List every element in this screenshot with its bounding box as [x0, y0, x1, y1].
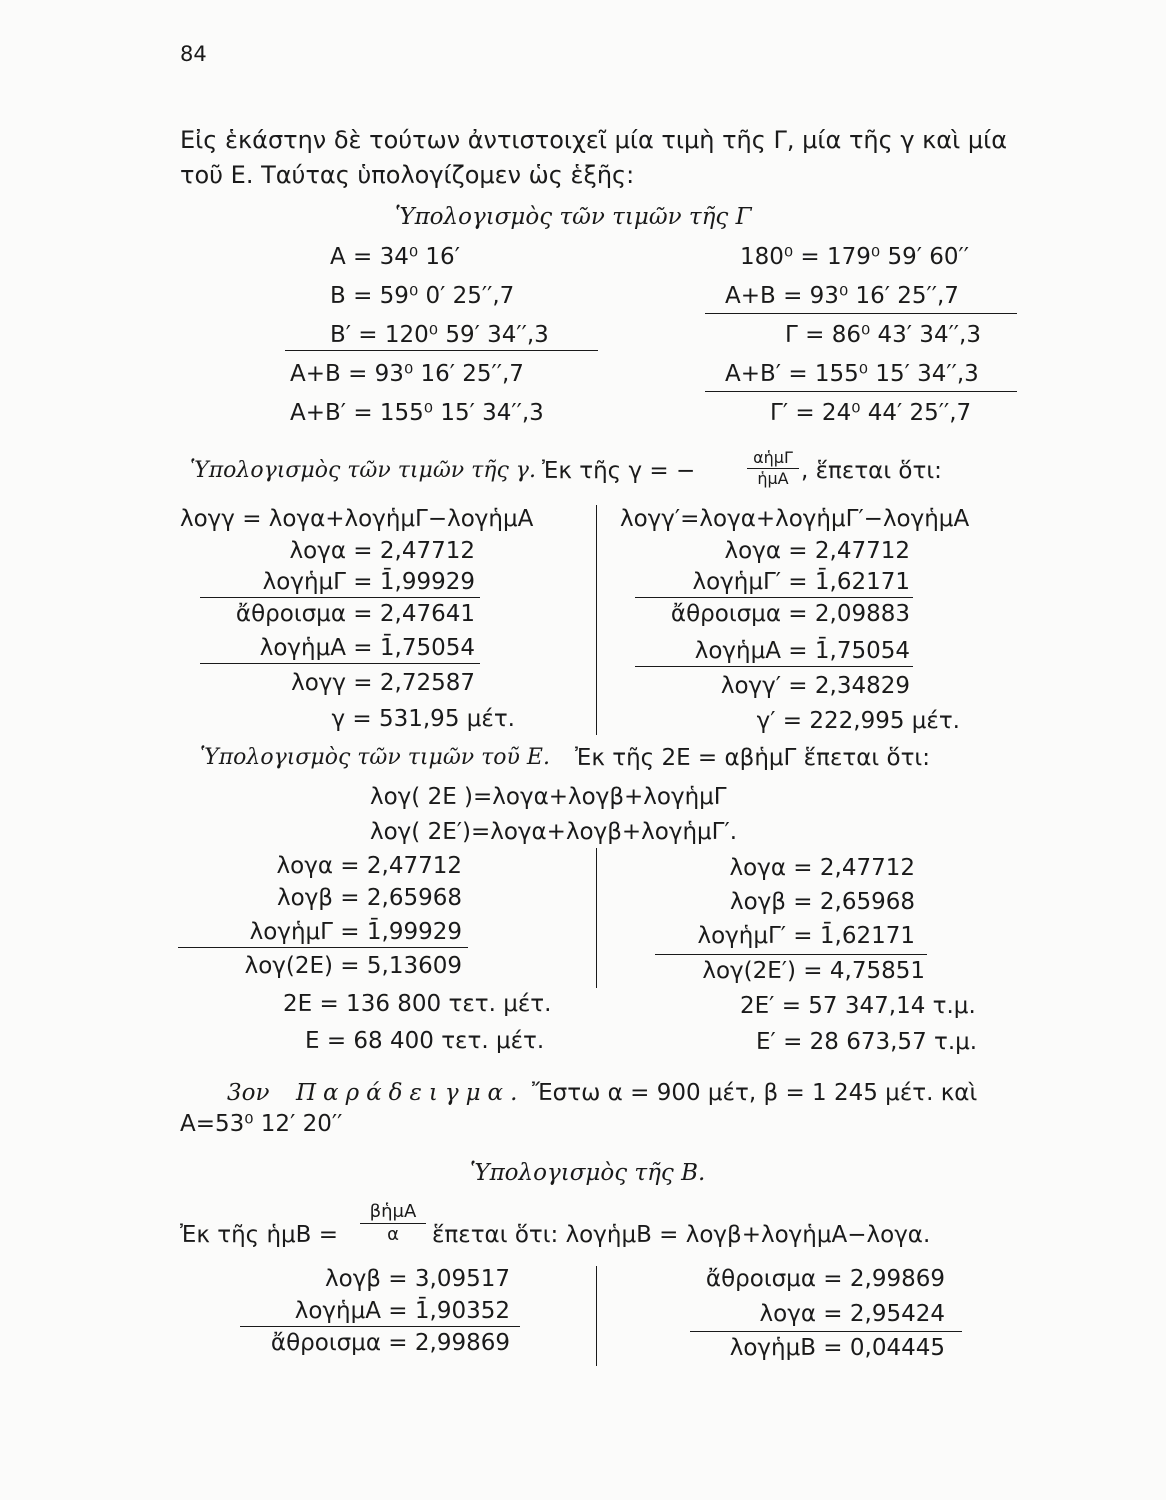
gamma-right-rule-2 [705, 391, 1017, 392]
B-left-row-1: λογβ = 3,09517 [325, 1266, 510, 1292]
gamma-left-row-1: Α = 34⁰ 16′ [330, 244, 460, 270]
gamma-right-row-4: Α+Β′ = 155⁰ 15′ 34′′,3 [725, 361, 979, 387]
E-divider [596, 848, 597, 988]
gamma-small-fraction [747, 450, 799, 487]
B-frac-den: α [387, 1224, 399, 1245]
B-fraction [360, 1203, 426, 1244]
gsmall-right-rule-1 [635, 597, 913, 598]
gsmall-left-row-5: λογἡμΑ = 1̄,75054 [259, 635, 475, 661]
B-left-row-2: λογἡμΑ = 1̄,90352 [294, 1298, 510, 1324]
B-right-row-1: ἄθροισμα = 2,99869 [705, 1266, 945, 1292]
E-left-rule [178, 947, 468, 948]
E-right-rule [655, 954, 927, 955]
example3-text: Ἔστω α = 900 μέτ, β = 1 245 μέτ. καὶ [532, 1080, 978, 1106]
gsmall-right-row-3: λογἡμΓ′ = 1̄,62171 [692, 569, 910, 595]
B-tail: ἕπεται ὅτι: λογἡμΒ = λογβ+λογἡμΑ−λογα. [432, 1222, 931, 1248]
gsmall-right-rule-2 [635, 666, 913, 667]
B-left-row-3: ἄθροισμα = 2,99869 [270, 1330, 510, 1356]
E-right-row-6: Ε′ = 28 673,57 τ.μ. [756, 1029, 978, 1055]
E-right-row-5: 2Ε′ = 57 347,14 τ.μ. [740, 993, 976, 1019]
gsmall-right-row-2: λογα = 2,47712 [724, 538, 910, 564]
gamma-left-row-2: Β = 59⁰ 0′ 25′′,7 [330, 283, 515, 309]
E-left-row-6: Ε = 68 400 τετ. μέτ. [305, 1028, 545, 1054]
gamma-small-tail: , ἕπεται ὅτι: [801, 458, 942, 484]
E-right-row-3: λογἡμΓ′ = 1̄,62171 [697, 923, 915, 949]
gsmall-left-row-4: ἄθροισμα = 2,47641 [235, 601, 475, 627]
gsmall-right-row-7: γ′ = 222,995 μέτ. [756, 708, 960, 734]
example3-label: 3ον [227, 1080, 270, 1106]
B-lead: Ἐκ τῆς ἡμΒ = [180, 1222, 339, 1248]
example3-line-2: Α=53⁰ 12′ 20′′ [180, 1111, 343, 1137]
gamma-left-row-3: Β′ = 120⁰ 59′ 34′′,3 [330, 322, 549, 348]
E-left-row-5: 2Ε = 136 800 τετ. μέτ. [283, 991, 552, 1017]
heading-gamma-cap: Ὑπολογισμὸς τῶν τιμῶν τῆς Γ [395, 204, 752, 230]
gsmall-right-row-1: λογγ′=λογα+λογἡμΓ′−λογἡμΑ [620, 506, 970, 532]
gsmall-left-row-3: λογἡμΓ = 1̄,99929 [262, 569, 475, 595]
gamma-right-row-5: Γ′ = 24⁰ 44′ 25′′,7 [770, 400, 972, 426]
B-right-rule [690, 1331, 962, 1332]
gsmall-right-row-5: λογἡμΑ = 1̄,75054 [694, 638, 910, 664]
gamma-right-rule-1 [705, 313, 1017, 314]
gamma-right-row-3: Γ = 86⁰ 43′ 34′′,3 [785, 322, 981, 348]
gsmall-right-row-4: ἄθροισμα = 2,09883 [670, 601, 910, 627]
gamma-left-row-5: Α+Β′ = 155⁰ 15′ 34′′,3 [290, 400, 544, 426]
E-formula-1: λογ( 2Ε )=λογα+λογβ+λογἡμΓ [370, 784, 727, 810]
heading-E-tail: Ἐκ τῆς 2Ε = αβἡμΓ ἕπεται ὅτι: [575, 745, 930, 771]
E-left-row-2: λογβ = 2,65968 [277, 885, 462, 911]
gsmall-right-row-6: λογγ′ = 2,34829 [720, 673, 910, 699]
B-right-row-3: λογἡμΒ = 0,04445 [729, 1335, 945, 1361]
B-left-rule [240, 1326, 520, 1327]
E-left-row-3: λογἡμΓ = 1̄,99929 [249, 919, 462, 945]
E-right-row-2: λογβ = 2,65968 [730, 889, 915, 915]
gsmall-left-row-2: λογα = 2,47712 [289, 538, 475, 564]
gamma-left-row-4: Α+Β = 93⁰ 16′ 25′′,7 [290, 361, 524, 387]
page-number: 84 [180, 42, 207, 66]
gamma-small-frac-num: αἡμΓ [747, 450, 799, 469]
E-left-row-1: λογα = 2,47712 [276, 853, 462, 879]
gsmall-left-rule-2 [200, 663, 480, 664]
gamma-right-row-1: 180⁰ = 179⁰ 59′ 60′′ [740, 244, 969, 270]
E-right-row-4: λογ(2Ε′) = 4,75851 [702, 958, 925, 984]
heading-B: Ὑπολογισμὸς τῆς Β. [470, 1160, 706, 1186]
B-right-row-2: λογα = 2,95424 [759, 1301, 945, 1327]
heading-E: Ὑπολογισμὸς τῶν τιμῶν τοῦ Ε. [200, 745, 550, 770]
B-divider [596, 1266, 597, 1366]
gamma-right-row-2: Α+Β = 93⁰ 16′ 25′′,7 [725, 283, 959, 309]
gamma-small-frac-den: ἡμΑ [757, 469, 789, 488]
gsmall-left-row-6: λογγ = 2,72587 [291, 670, 475, 696]
gsmall-left-row-7: γ = 531,95 μέτ. [331, 706, 515, 732]
E-right-row-1: λογα = 2,47712 [729, 855, 915, 881]
E-left-row-4: λογ(2Ε) = 5,13609 [244, 953, 462, 979]
intro-line-2: τοῦ Ε. Ταύτας ὑπολογίζομεν ὡς ἑξῆς: [180, 161, 635, 189]
gamma-small-lead: Ἐκ τῆς γ = − [542, 458, 696, 484]
gamma-small-divider [596, 505, 597, 735]
gsmall-left-rule-1 [200, 597, 480, 598]
gamma-left-rule [285, 350, 598, 351]
B-frac-num: βἡμΑ [360, 1203, 426, 1224]
gsmall-left-row-1: λογγ = λογα+λογἡμΓ−λογἡμΑ [180, 506, 534, 532]
E-formula-2: λογ( 2Ε′)=λογα+λογβ+λογἡμΓ′. [370, 819, 738, 845]
example3-title: Παράδειγμα. [296, 1080, 525, 1106]
heading-gamma-small: Ὑπολογισμὸς τῶν τιμῶν τῆς γ. [190, 458, 536, 483]
intro-line-1: Εἰς ἑκάστην δὲ τούτων ἀντιστοιχεῖ μία τιμὴ τῆς Γ, μία τῆς γ καὶ μία [180, 126, 1008, 154]
